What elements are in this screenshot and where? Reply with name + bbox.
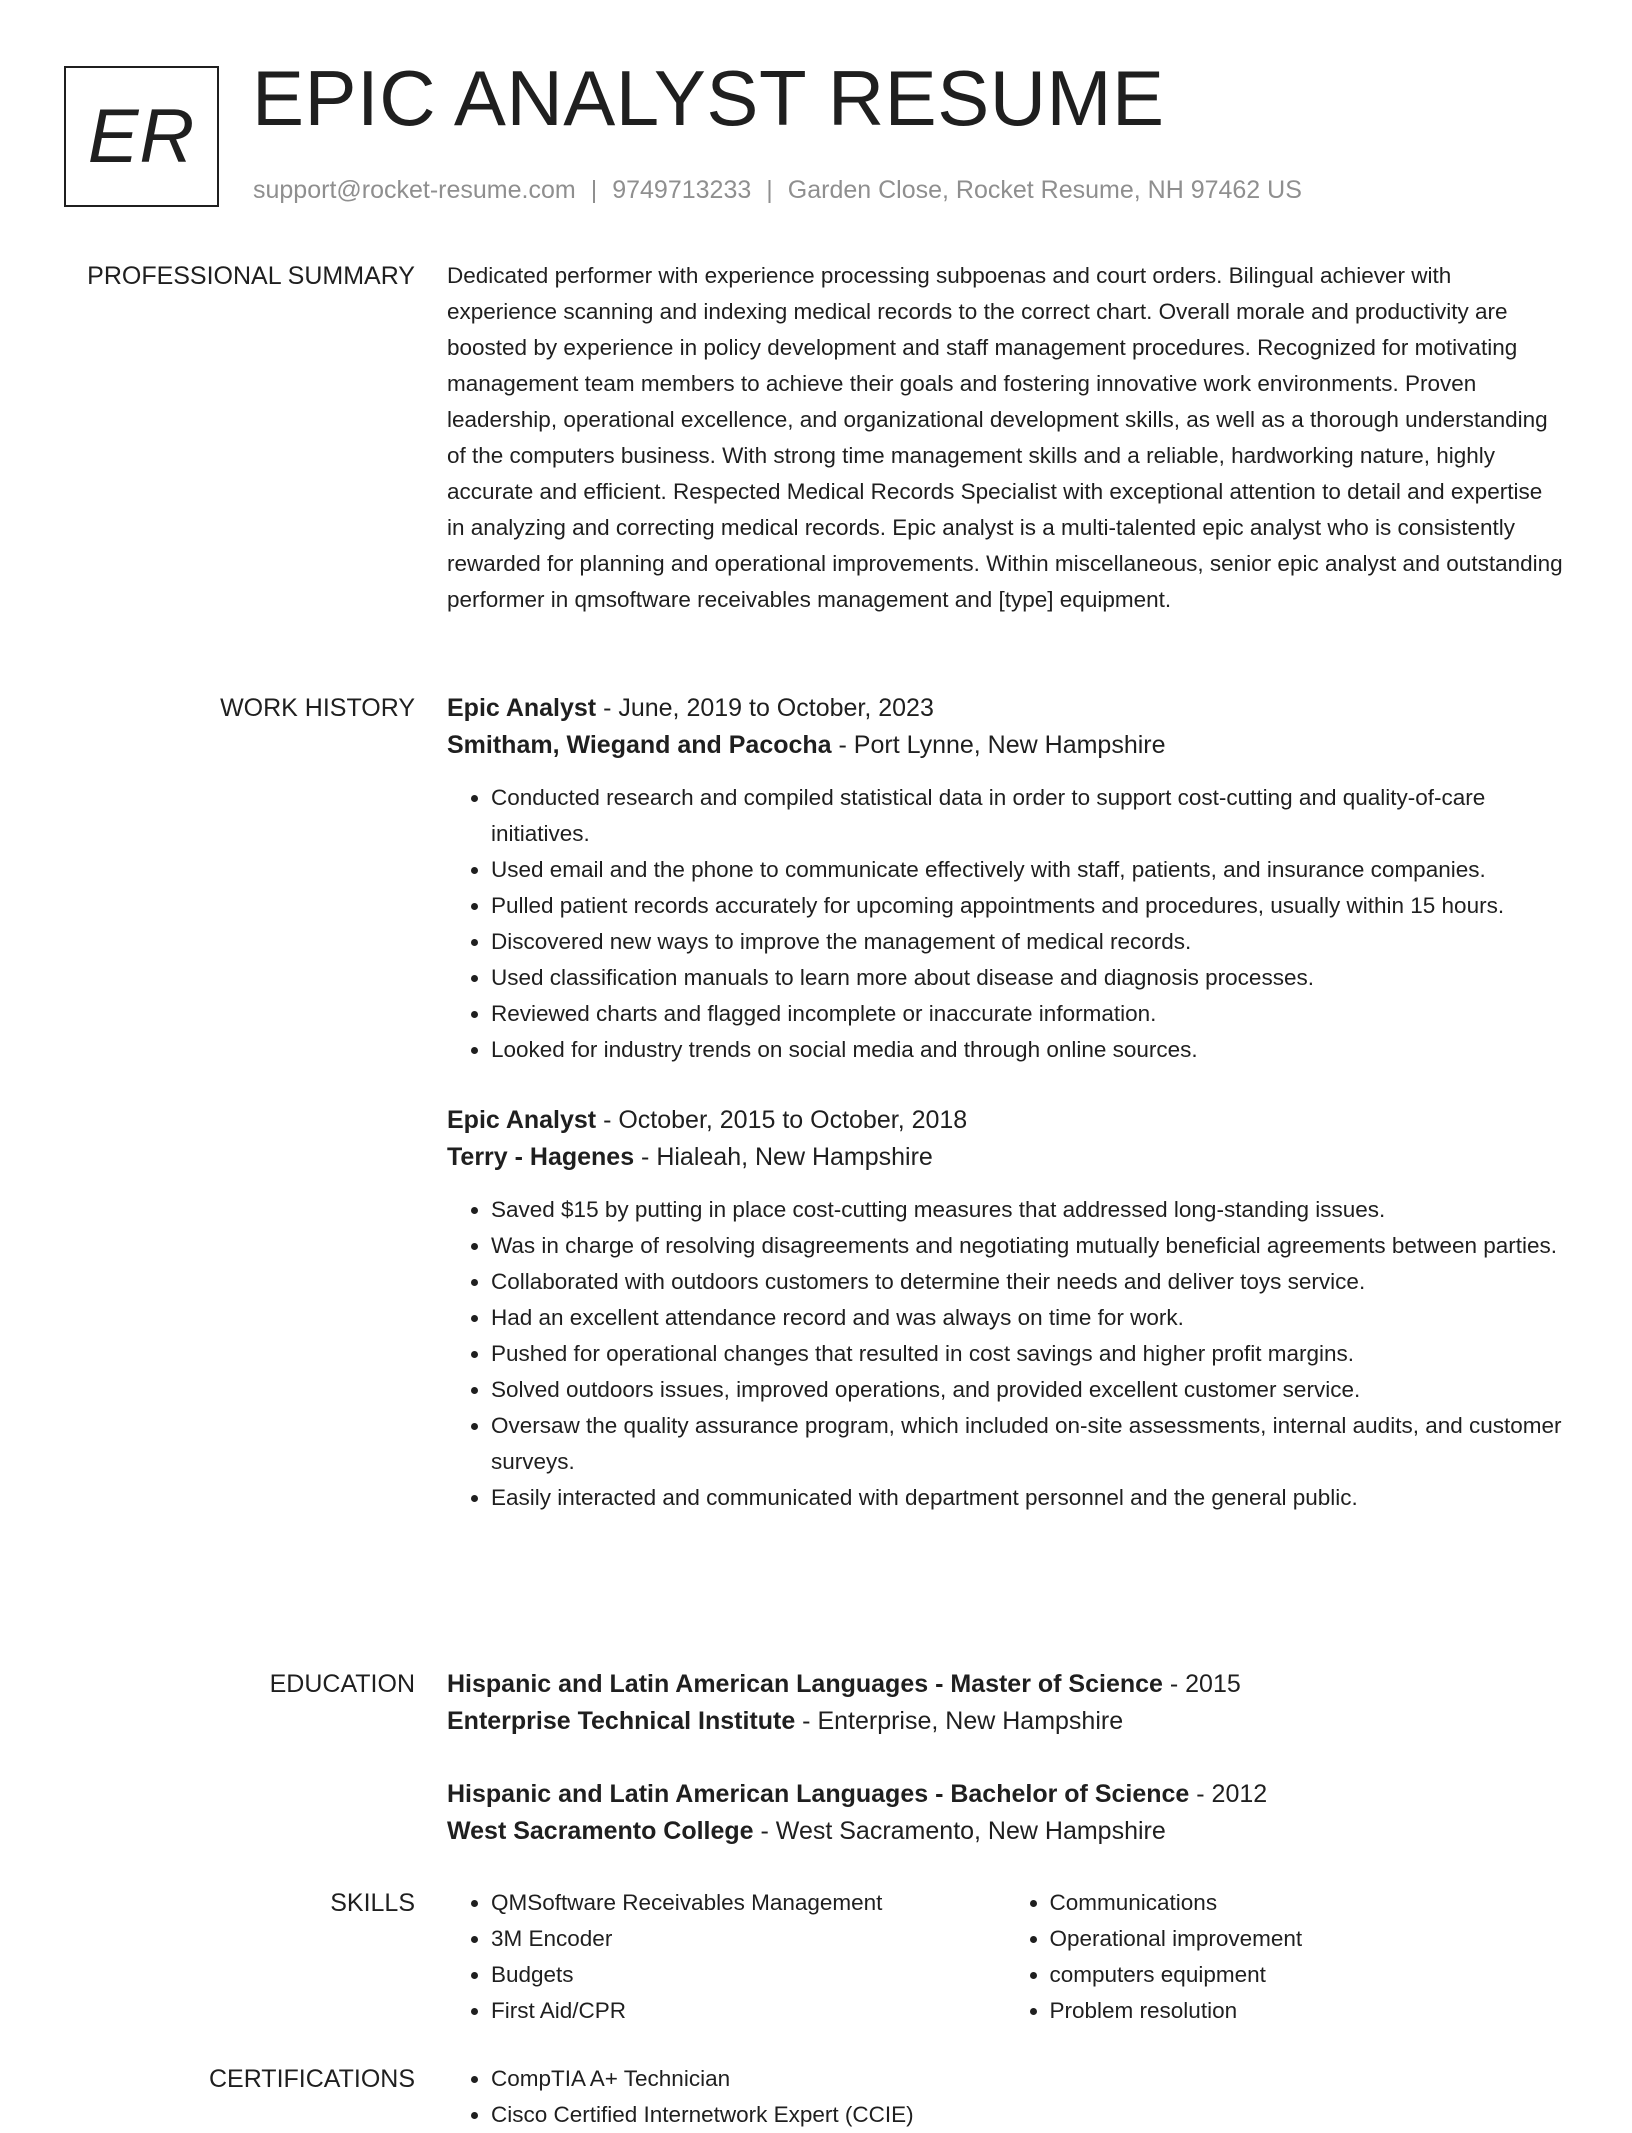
section-body [447, 258, 1564, 618]
education-location: - West Sacramento, New Hampshire [753, 1817, 1166, 1845]
list-item: • Used email and the phone to communicate effectively with staff, patients, and insurance companies. [491, 852, 1564, 888]
job-company: Terry - Hagenes [447, 1143, 635, 1171]
list-item: • Easily interacted and communicated with department personnel and the general public. [491, 1480, 1564, 1516]
job-header [447, 1102, 1564, 1139]
job-role: Epic Analyst [447, 694, 597, 722]
list-item: • Reviewed charts and flagged incomplete or inaccurate information. [491, 996, 1564, 1032]
education-year: - 2012 [1189, 1780, 1268, 1808]
list-item: • Communications [1050, 1885, 1565, 1921]
job-dates: - June, 2019 to October, 2023 [596, 694, 934, 722]
job-entry [447, 1102, 1564, 1516]
list-item: • Conducted research and compiled statistical data in order to support cost-cutting and quality-of-care initiatives. [491, 780, 1564, 852]
education-degree: Hispanic and Latin American Languages - Master of Science [447, 1670, 1163, 1698]
list-item: • Cisco Certified Internetwork Expert (CCIE) [491, 2097, 1564, 2133]
skills-grid [447, 1885, 1564, 2029]
section-title: SKILLS [330, 1889, 415, 1917]
section-body [447, 1666, 1564, 1850]
certifications-list [447, 2061, 1564, 2133]
job-header [447, 690, 1564, 727]
list-item: • First Aid/CPR [491, 1993, 1006, 2029]
education-school: West Sacramento College [447, 1817, 754, 1845]
contact-line [253, 176, 1302, 205]
list-item: • computers equipment [1050, 1957, 1565, 1993]
job-role: Epic Analyst [447, 1106, 597, 1134]
education-location: - Enterprise, New Hampshire [795, 1707, 1124, 1735]
list-item: • Pulled patient records accurately for upcoming appointments and procedures, usually within 15 hours. [491, 888, 1564, 924]
list-item: • Was in charge of resolving disagreements and negotiating mutually beneficial agreements between parties. [491, 1228, 1564, 1264]
education-school-line [447, 1703, 1564, 1740]
section-body [447, 690, 1564, 1516]
list-item: • Operational improvement [1050, 1921, 1565, 1957]
job-dates: - October, 2015 to October, 2018 [596, 1106, 968, 1134]
section-body [447, 1885, 1564, 2029]
education-entry [447, 1776, 1564, 1850]
list-item: • QMSoftware Receivables Management [491, 1885, 1006, 1921]
job-location: - Port Lynne, New Hampshire [831, 731, 1166, 759]
contact-separator: | [590, 176, 598, 204]
list-item: • Oversaw the quality assurance program, which included on-site assessments, internal audits, and customer surveys. [491, 1408, 1564, 1480]
list-item: • Had an excellent attendance record and was always on time for work. [491, 1300, 1564, 1336]
job-entry [447, 690, 1564, 1068]
education-entry [447, 1666, 1564, 1740]
contact-separator: | [766, 176, 773, 204]
skills-list-right [1006, 1885, 1565, 2029]
education-school: Enterprise Technical Institute [447, 1707, 796, 1735]
job-bullets [447, 1192, 1564, 1516]
section-title: EDUCATION [269, 1670, 415, 1698]
summary-text: Dedicated performer with experience processing subpoenas and court orders. Bilingual achiever with experience scanning and indexing medical records to the correct chart. Overall morale and productivity are boosted by experience in policy development and staff management procedures. Recognized for motivating management team members to achieve their goals and fostering innovative work environments. Proven leadership, operational excellence, and organizational development skills, as well as a thorough understanding of the computers business. With strong time management skills and a reliable, hardworking nature, highly accurate and efficient. Respected Medical Records Specialist with exceptional attention to detail and expertise in analyzing and correcting medical records. Epic analyst is a multi-talented epic analyst who is consistently rewarded for planning and operational improvements. Within miscellaneous, senior epic analyst and outstanding performer in qmsoftware receivables management and [type] equipment. [447, 263, 1563, 612]
list-item: • Problem resolution [1050, 1993, 1565, 2029]
contact-phone: 9749713233 [612, 176, 752, 204]
education-year: - 2015 [1162, 1670, 1241, 1698]
section-body [447, 2061, 1564, 2133]
list-item: • Pushed for operational changes that resulted in cost savings and higher profit margins. [491, 1336, 1564, 1372]
monogram-logo: ER [64, 66, 219, 207]
list-item: • Saved $15 by putting in place cost-cutting measures that addressed long-standing issues. [491, 1192, 1564, 1228]
education-degree-line [447, 1776, 1564, 1813]
list-item: • Collaborated with outdoors customers to determine their needs and deliver toys service. [491, 1264, 1564, 1300]
list-item: • CompTIA A+ Technician [491, 2061, 1564, 2097]
education-degree-line [447, 1666, 1564, 1703]
contact-email: support@rocket-resume.com [253, 176, 576, 204]
section-title: CERTIFICATIONS [208, 2065, 415, 2093]
resume-title: EPIC ANALYST RESUME [252, 54, 1165, 142]
job-location: - Hialeah, New Hampshire [634, 1143, 933, 1171]
list-item: • Discovered new ways to improve the management of medical records. [491, 924, 1564, 960]
list-item: • 3M Encoder [491, 1921, 1006, 1957]
job-bullets [447, 780, 1564, 1068]
education-school-line [447, 1813, 1564, 1850]
job-company: Smitham, Wiegand and Pacocha [447, 731, 832, 759]
section-title: WORK HISTORY [220, 694, 415, 722]
list-item: • Used classification manuals to learn more about disease and diagnosis processes. [491, 960, 1564, 996]
education-degree: Hispanic and Latin American Languages - Bachelor of Science [447, 1780, 1190, 1808]
contact-address: Garden Close, Rocket Resume, NH 97462 US [787, 176, 1302, 204]
job-company-line [447, 1139, 1564, 1176]
job-company-line [447, 727, 1564, 764]
section-title: PROFESSIONAL SUMMARY [87, 262, 415, 290]
skills-list-left [447, 1885, 1006, 2029]
list-item: • Budgets [491, 1957, 1006, 1993]
list-item: • Solved outdoors issues, improved operations, and provided excellent customer service. [491, 1372, 1564, 1408]
list-item: • Looked for industry trends on social media and through online sources. [491, 1032, 1564, 1068]
